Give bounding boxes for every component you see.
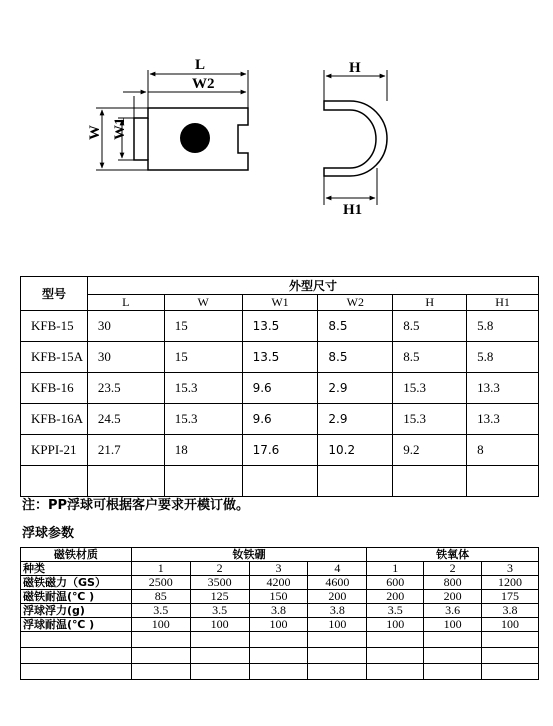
- param-cell: 3.8: [249, 604, 308, 618]
- value-cell: 18: [164, 435, 242, 466]
- column-header: H: [393, 295, 467, 311]
- param-cell: 3.6: [424, 604, 482, 618]
- param-label: 浮球耐温(℃ ): [21, 618, 132, 632]
- empty-cell: [367, 632, 424, 648]
- empty-row: [21, 632, 539, 648]
- table-row: [21, 373, 539, 404]
- param-cell: 100: [367, 618, 424, 632]
- param-cell: 3500: [190, 576, 249, 590]
- param-cell: 100: [482, 618, 539, 632]
- model-header: 型号: [21, 277, 88, 311]
- value-cell: 13.5: [242, 311, 318, 342]
- param-cell: 3.5: [190, 604, 249, 618]
- param-label: 磁铁耐温(℃ ): [21, 590, 132, 604]
- dim-label-H: H: [349, 60, 361, 76]
- model-cell: KFB-16A: [21, 404, 88, 435]
- value-cell: 15.3: [393, 373, 467, 404]
- empty-cell: [393, 466, 467, 497]
- empty-cell: [308, 664, 367, 680]
- value-cell: 30: [87, 311, 164, 342]
- param-cell: 1200: [482, 576, 539, 590]
- empty-cell: [318, 466, 393, 497]
- value-cell: 15.3: [164, 373, 242, 404]
- param-cell: 175: [482, 590, 539, 604]
- value-cell: 8.5: [393, 342, 467, 373]
- table-header-row: [21, 277, 539, 295]
- column-header: W1: [242, 295, 318, 311]
- type-cell: 2: [190, 562, 249, 576]
- param-row: [21, 576, 539, 590]
- value-cell: 13.3: [467, 373, 539, 404]
- value-cell: 13.3: [467, 404, 539, 435]
- empty-cell: [190, 664, 249, 680]
- empty-cell: [190, 632, 249, 648]
- empty-cell: [164, 466, 242, 497]
- value-cell: 5.8: [467, 311, 539, 342]
- empty-cell: [482, 648, 539, 664]
- value-cell: 15.3: [164, 404, 242, 435]
- param-cell: 4200: [249, 576, 308, 590]
- param-cell: 200: [367, 590, 424, 604]
- empty-cell: [87, 466, 164, 497]
- value-cell: 15: [164, 311, 242, 342]
- param-cell: 200: [424, 590, 482, 604]
- empty-cell: [21, 466, 88, 497]
- value-cell: 13.5: [242, 342, 318, 373]
- value-cell: 2.9: [318, 404, 393, 435]
- empty-cell: [367, 648, 424, 664]
- material-ferrite: 铁氧体: [367, 548, 539, 562]
- dim-label-W1: W1: [112, 117, 128, 140]
- dim-label-L: L: [195, 57, 206, 73]
- param-cell: 100: [190, 618, 249, 632]
- empty-cell: [190, 648, 249, 664]
- dimension-table: [20, 276, 539, 497]
- type-cell: 4: [308, 562, 367, 576]
- empty-cell: [367, 664, 424, 680]
- material-label: 磁铁材质: [21, 548, 132, 562]
- empty-cell: [424, 664, 482, 680]
- material-row: [21, 548, 539, 562]
- param-cell: 3.5: [367, 604, 424, 618]
- param-row: [21, 618, 539, 632]
- type-cell: 2: [424, 562, 482, 576]
- param-row: [21, 590, 539, 604]
- param-cell: 800: [424, 576, 482, 590]
- front-view-drawing: [134, 108, 248, 170]
- section-title: 浮球参数: [22, 526, 75, 541]
- empty-cell: [131, 632, 190, 648]
- empty-cell: [482, 632, 539, 648]
- column-header: W: [164, 295, 242, 311]
- model-cell: KFB-16: [21, 373, 88, 404]
- empty-cell: [21, 648, 132, 664]
- value-cell: 8.5: [318, 342, 393, 373]
- param-cell: 150: [249, 590, 308, 604]
- param-cell: 100: [249, 618, 308, 632]
- value-cell: 15: [164, 342, 242, 373]
- dim-label-H1: H1: [343, 202, 363, 218]
- empty-cell: [242, 466, 318, 497]
- table-subheader-row: [21, 295, 539, 311]
- value-cell: 9.6: [242, 404, 318, 435]
- empty-cell: [249, 632, 308, 648]
- material-ndfeb: 钕铁硼: [131, 548, 367, 562]
- column-header: W2: [318, 295, 393, 311]
- empty-cell: [21, 632, 132, 648]
- empty-cell: [467, 466, 539, 497]
- param-cell: 4600: [308, 576, 367, 590]
- empty-cell: [131, 648, 190, 664]
- param-cell: 125: [190, 590, 249, 604]
- column-header: H1: [467, 295, 539, 311]
- value-cell: 21.7: [87, 435, 164, 466]
- empty-cell: [249, 648, 308, 664]
- value-cell: 9.6: [242, 373, 318, 404]
- table-row: [21, 311, 539, 342]
- column-header: L: [87, 295, 164, 311]
- empty-cell: [308, 632, 367, 648]
- type-label: 种类: [21, 562, 132, 576]
- param-cell: 3.8: [308, 604, 367, 618]
- model-cell: KFB-15: [21, 311, 88, 342]
- table-row: [21, 404, 539, 435]
- value-cell: 17.6: [242, 435, 318, 466]
- value-cell: 2.9: [318, 373, 393, 404]
- param-cell: 100: [424, 618, 482, 632]
- side-view-dimensions: [324, 70, 387, 205]
- dim-label-W: W: [87, 125, 103, 140]
- empty-cell: [424, 632, 482, 648]
- value-cell: 30: [87, 342, 164, 373]
- param-cell: 85: [131, 590, 190, 604]
- param-cell: 3.8: [482, 604, 539, 618]
- table-row-empty: [21, 466, 539, 497]
- type-cell: 3: [249, 562, 308, 576]
- table-row: [21, 435, 539, 466]
- magnet-hole: [180, 123, 210, 153]
- empty-cell: [131, 664, 190, 680]
- param-cell: 2500: [131, 576, 190, 590]
- param-cell: 3.5: [131, 604, 190, 618]
- empty-row: [21, 664, 539, 680]
- model-cell: KFB-15A: [21, 342, 88, 373]
- value-cell: 23.5: [87, 373, 164, 404]
- param-cell: 100: [131, 618, 190, 632]
- table-row: [21, 342, 539, 373]
- type-cell: 1: [367, 562, 424, 576]
- dimension-group-header: 外型尺寸: [87, 277, 538, 295]
- model-cell: KPPI-21: [21, 435, 88, 466]
- value-cell: 10.2: [318, 435, 393, 466]
- empty-row: [21, 648, 539, 664]
- value-cell: 24.5: [87, 404, 164, 435]
- technical-drawings: [0, 0, 553, 270]
- value-cell: 9.2: [393, 435, 467, 466]
- side-view-outline: [324, 101, 387, 176]
- value-cell: 8.5: [393, 311, 467, 342]
- value-cell: 15.3: [393, 404, 467, 435]
- param-cell: 600: [367, 576, 424, 590]
- empty-cell: [482, 664, 539, 680]
- empty-cell: [308, 648, 367, 664]
- empty-cell: [249, 664, 308, 680]
- parameter-table: [20, 547, 539, 680]
- param-row: [21, 604, 539, 618]
- value-cell: 8: [467, 435, 539, 466]
- type-cell: 3: [482, 562, 539, 576]
- type-cell: 1: [131, 562, 190, 576]
- empty-cell: [21, 664, 132, 680]
- value-cell: 8.5: [318, 311, 393, 342]
- type-row: [21, 562, 539, 576]
- param-label: 浮球浮力(g): [21, 604, 132, 618]
- param-cell: 100: [308, 618, 367, 632]
- param-cell: 200: [308, 590, 367, 604]
- empty-cell: [424, 648, 482, 664]
- side-view-drawing: [324, 101, 387, 176]
- value-cell: 5.8: [467, 342, 539, 373]
- dim-label-W2: W2: [192, 76, 215, 92]
- param-label: 磁铁磁力（GS）: [21, 576, 132, 590]
- customization-note: 注：PP浮球可根据客户要求开模订做。: [22, 498, 250, 513]
